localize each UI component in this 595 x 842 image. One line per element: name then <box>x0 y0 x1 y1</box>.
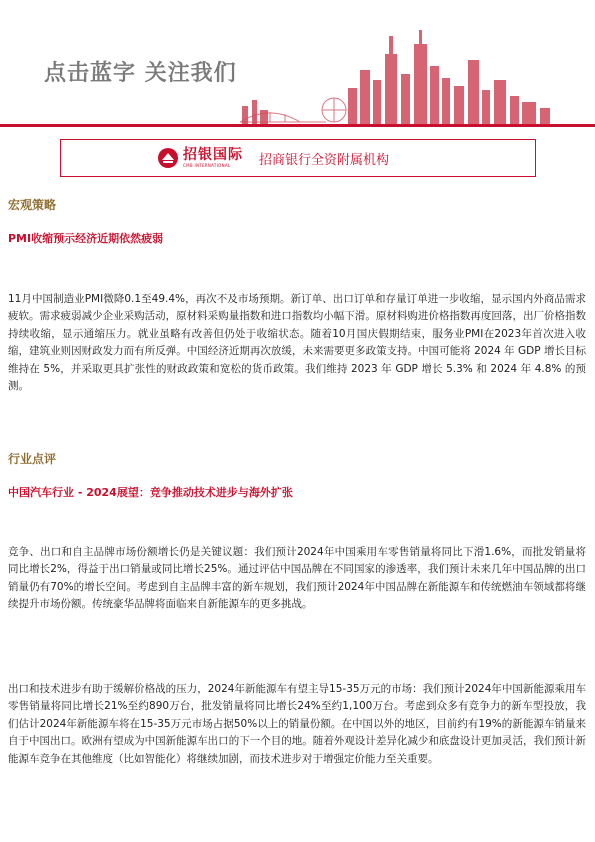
logo-tagline: 招商银行全资附属机构 <box>259 152 390 168</box>
section-heading-macro: 宏观策略 <box>8 198 57 212</box>
city-skyline-illustration <box>230 30 595 128</box>
paragraph-industry-1: 竞争、出口和自主品牌市场份额增长仍是关键议题：我们预计2024年中国乘用车零售销量将同比下滑1.6%，而批发销量将同比增长2%，得益于出口销量或同比增长25%。通过评估中国品牌在不同国家的渗透率，我们预计未来几年中国品牌的出口销量仍有70%的增长空间。考虑到自主品牌丰富的新车规划，我们预计2024年中国品牌在新能源车和传统燃油车领域都将继续提升市场份额。传统豪华品牌将面临来自新能源车的更多挑战。 <box>8 546 586 611</box>
section-subheading-industry: 中国汽车行业 - 2024展望：竞争推动技术进步与海外扩张 <box>8 486 293 499</box>
logo-box <box>60 139 536 177</box>
header-banner <box>0 0 595 168</box>
logo-text <box>183 148 243 168</box>
banner-divider <box>0 124 595 127</box>
cmbi-logo-icon <box>157 147 179 169</box>
section-heading-industry: 行业点评 <box>8 452 57 466</box>
banner-title[interactable]: 点击蓝字 关注我们 <box>44 61 237 86</box>
paragraph-macro-1: 11月中国制造业PMI微降0.1至49.4%，再次不及市场预期。新订单、出口订单和存量订单进一步收缩，显示国内外商品需求疲软。需求疲弱减少企业采购活动，原材料采购量指数和进口指数均小幅下滑。原材料购进价格指数再度回落，出厂价格指数持续收缩，显示通缩压力。就业虽略有改善但仍处于收缩状态。随着10月国庆假期结束，服务业PMI在2023年首次进入收缩，建筑业则因财政发力而有所反弹。中国经济近期再次放缓，未来需要更多政策支持。中国可能将 2024 年 GDP 增长目标维持在 5%，并采取更具扩张性的财政政策和宽松的货币政策。我们维持 2023 年 GDP 增长 5.3% 和 2024 年 4.8% 的预测。 <box>8 293 586 393</box>
section-subheading-macro: PMI收缩预示经济近期依然疲弱 <box>8 232 164 245</box>
paragraph-industry-2: 出口和技术进步有助于缓解价格战的压力，2024年新能源车有望主导15-35万元的市场：我们预计2024年中国新能源乘用车零售销量将同比增长21%至约890万台，批发销量将同比增长24%至约1,100万台。考虑到众多有竞争力的新车型投放，我们估计2024年新能源车将在15-35万元市场占据50%以上的销量份额。在中国以外的地区，目前约有19%的新能源车销量来自于中国出口。欧洲有望成为中国新能源车出口的下一个目的地。随着外观设计差异化减少和底盘设计更加灵活，我们预计新能源车竞争在其他维度（比如智能化）将继续加剧，而技术进步对于增强定价能力至关重要。 <box>8 683 586 765</box>
logo-chinese-name: 招银国际 <box>183 147 243 163</box>
logo-english-name: CMB INTERNATIONAL <box>183 163 231 168</box>
